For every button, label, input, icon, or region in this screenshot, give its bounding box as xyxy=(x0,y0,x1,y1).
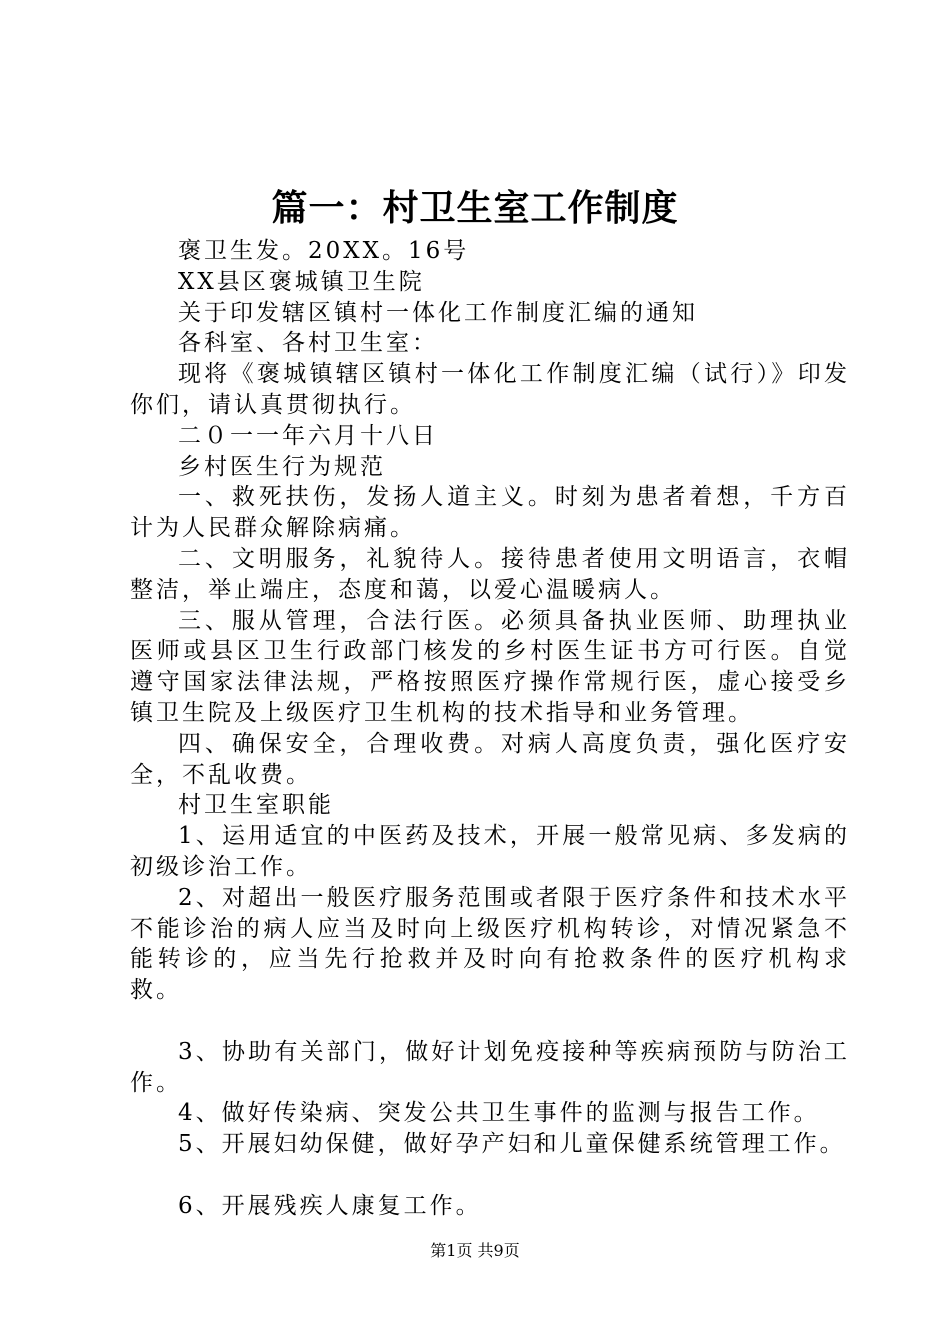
conduct-item-1: 一、救死扶伤，发扬人道主义。时刻为患者着想，千方百计为人民群众解除病痛。 xyxy=(130,484,850,542)
function-item-4: 4、做好传染病、突发公共卫生事件的监测与报告工作。 xyxy=(178,1100,820,1127)
conduct-item-2: 二、文明服务，礼貌待人。接待患者使用文明语言，衣帽整洁，举止端庄，态度和蔼，以爱心温暖病人。 xyxy=(130,545,850,603)
blank-line xyxy=(130,1006,850,1037)
function-item-6: 6、开展残疾人康复工作。 xyxy=(178,1192,482,1219)
function-item-3: 3、协助有关部门，做好计划免疫接种等疾病预防与防治工作。 xyxy=(130,1038,850,1096)
function-item-5: 5、开展妇幼保健，做好孕产妇和儿童保健系统管理工作。 xyxy=(178,1131,846,1158)
conduct-item-4: 四、确保安全，合理收费。对病人高度负责，强化医疗安全，不乱收费。 xyxy=(130,730,850,788)
notice-title: 关于印发辖区镇村一体化工作制度汇编的通知 xyxy=(178,299,698,326)
function-item-1: 1、运用适宜的中医药及技术，开展一般常见病、多发病的初级诊治工作。 xyxy=(130,823,850,880)
blank-line xyxy=(130,1160,850,1191)
section-heading-functions: 村卫生室职能 xyxy=(178,792,334,819)
function-item-2: 2、对超出一般医疗服务范围或者限于医疗条件和技术水平不能诊治的病人应当及时向上级医疗机构转诊，对情况紧急不能转诊的，应当先行抢救并及时向有抢救条件的医疗机构求救。 xyxy=(130,884,850,1004)
section-heading-conduct: 乡村医生行为规范 xyxy=(178,453,386,480)
page-footer: 第1页 共9页 xyxy=(430,1241,520,1260)
document-body xyxy=(130,236,850,1222)
document-number: 褒卫生发。20XX。16号 xyxy=(178,238,470,264)
document-title: 篇一：村卫生室工作制度 xyxy=(271,187,679,229)
issuing-organization: XX县区褒城镇卫生院 xyxy=(178,268,425,295)
notice-body: 现将《褒城镇辖区镇村一体化工作制度汇编（试行）》印发你们，请认真贯彻执行。 xyxy=(130,361,850,418)
conduct-item-3: 三、服从管理，合法行医。必须具备执业医师、助理执业医师或县区卫生行政部门核发的乡村医生证书方可行医。自觉遵守国家法律法规，严格按照医疗操作常规行医，虚心接受乡镇卫生院及上级医疗卫生机构的技术指导和业务管理。 xyxy=(130,607,850,726)
addressee: 各科室、各村卫生室： xyxy=(178,330,438,357)
notice-date: 二０一一年六月十八日 xyxy=(178,422,438,449)
